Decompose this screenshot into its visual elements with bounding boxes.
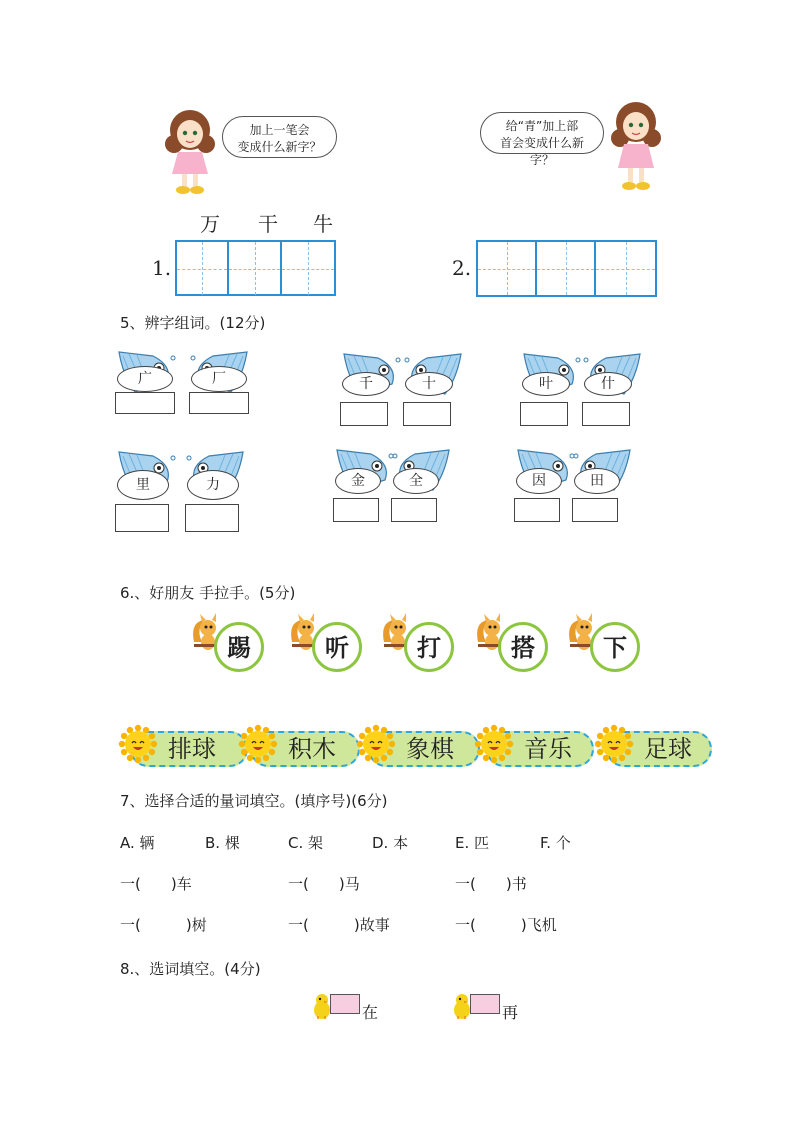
verb-circle[interactable]: 听 [312,622,362,672]
answer-box[interactable] [391,498,437,522]
item-number: 1. [152,256,172,280]
sun-icon [238,724,278,768]
question-7-title: 7、选择合适的量词填空。(填序号)(6分) [120,792,388,810]
girl-illustration-right [606,100,666,196]
char-oval: 因 [516,468,562,494]
chick-icon [312,992,332,1020]
verb-circle[interactable]: 踢 [214,622,264,672]
writing-grid-1 [175,240,336,296]
char-label: 万 [200,212,220,236]
char-oval: 千 [342,372,390,396]
grid-cell[interactable] [478,242,537,295]
answer-box[interactable] [189,392,249,414]
char-oval: 广 [117,366,173,392]
answer-box[interactable] [582,402,630,426]
char-label: 牛 [313,212,333,236]
char-oval: 力 [187,470,239,500]
speech-bubble-left [222,116,337,158]
noun-pill[interactable]: 足球 [606,731,712,767]
noun-pill[interactable]: 积木 [250,731,360,767]
answer-box[interactable] [520,402,568,426]
sun-icon [474,724,514,768]
writing-grid-2 [476,240,657,297]
answer-box[interactable] [333,498,379,522]
answer-box-2[interactable] [470,994,500,1014]
item-number: 2. [452,256,472,280]
option: C. 架 [288,834,324,852]
bubble-line: 首会变成什么新字？ [499,136,584,167]
char-oval: 什 [584,372,632,396]
answer-box[interactable] [115,392,175,414]
sun-icon [356,724,396,768]
chick-icon [452,992,472,1020]
speech-bubble-right [480,112,604,167]
question-8-title: 8.、选词填空。(4分) [120,960,261,978]
answer-box[interactable] [514,498,560,522]
bubble-line: 变成什么新字？ [237,140,322,154]
grid-cell[interactable] [177,242,229,295]
fill-blank[interactable]: 一( )树 [120,916,207,934]
option: D. 本 [372,834,409,852]
answer-box-1[interactable] [330,994,360,1014]
fill-blank[interactable]: 一( )车 [120,875,192,893]
char-oval: 金 [335,468,381,494]
grid-cell[interactable] [229,242,281,295]
fill-blank[interactable]: 一( )书 [455,875,527,893]
char-oval: 里 [117,470,169,500]
answer-box[interactable] [115,504,169,532]
answer-box[interactable] [185,504,239,532]
fill-blank[interactable]: 一( )飞机 [455,916,557,934]
fill-blank[interactable]: 一( )故事 [288,916,390,934]
char-oval: 叶 [522,372,570,396]
grid-cell[interactable] [537,242,596,295]
verb-circle[interactable]: 打 [404,622,454,672]
verb-circle[interactable]: 搭 [498,622,548,672]
grid-cell[interactable] [596,242,655,295]
word-option: 在 [362,1003,379,1022]
char-label: 干 [258,212,278,236]
char-oval: 厂 [191,366,247,392]
question-5-title: 5、辨字组词。(12分) [120,314,266,332]
answer-box[interactable] [572,498,618,522]
fill-blank[interactable]: 一( )马 [288,875,360,893]
sun-icon [594,724,634,768]
answer-box[interactable] [340,402,388,426]
char-oval: 十 [405,372,453,396]
option: A. 辆 [120,834,155,852]
char-oval: 田 [574,468,620,494]
char-oval: 全 [393,468,439,494]
question-6-title: 6.、好朋友 手拉手。(5分) [120,584,296,602]
girl-illustration-left [160,108,220,196]
noun-pill[interactable]: 音乐 [486,731,594,767]
option: F. 个 [540,834,571,852]
option: B. 棵 [205,834,240,852]
answer-box[interactable] [403,402,451,426]
word-option: 再 [502,1003,519,1022]
option: E. 匹 [455,834,490,852]
noun-pill[interactable]: 排球 [130,731,248,767]
noun-pill[interactable]: 象棋 [368,731,480,767]
bubble-line: 加上一笔会 [249,123,310,137]
grid-cell[interactable] [282,242,334,295]
verb-circle[interactable]: 下 [590,622,640,672]
bubble-line: 给“青”加上部 [505,119,579,133]
sun-icon [118,724,158,768]
